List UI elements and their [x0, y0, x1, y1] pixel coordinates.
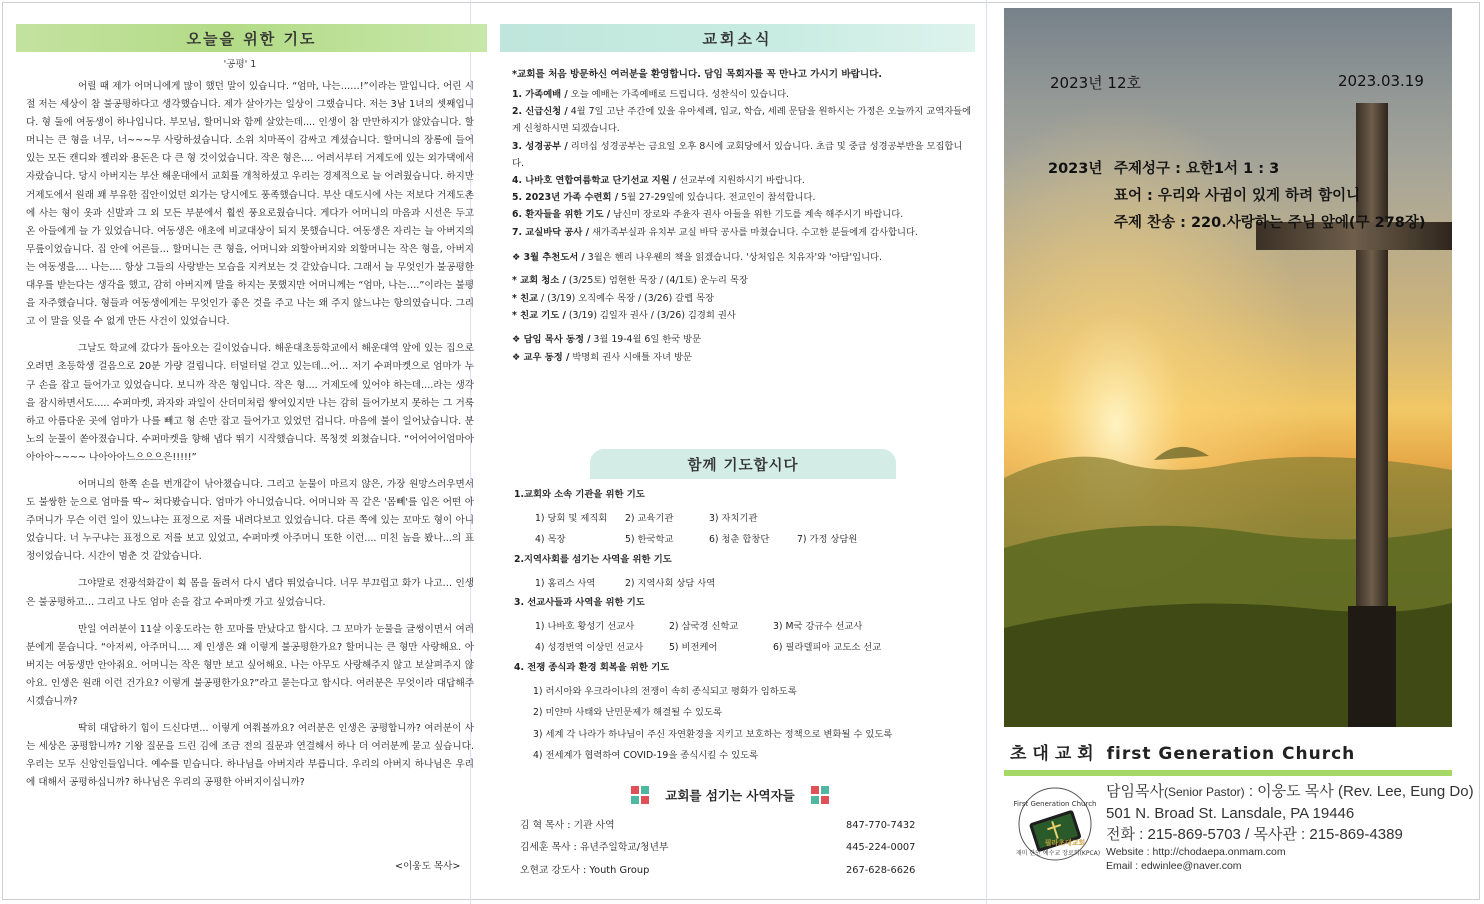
duty-item: * 교회 청소 / (3/25토) 엄현한 목장 / (4/1토) 운누리 목장: [512, 275, 748, 286]
prayer-row: [514, 636, 974, 658]
servant-phone: 847-770-7432: [846, 820, 916, 831]
senior-pastor: [1106, 781, 1474, 803]
visit-item: ❖ 담임 목사 동정 / 3월 19-4월 6일 한국 방문: [512, 334, 702, 345]
prayer-item: 3) 자치기관: [709, 512, 758, 524]
book-text: 3월은 헨리 나우웬의 책을 읽겠습니다. '상처입은 치유자'와 '아담'입니다.: [584, 252, 882, 263]
tile-icon: [811, 786, 829, 804]
servants-title: 교회를 섬기는 사역자들: [665, 788, 795, 803]
prayer-row: [514, 614, 974, 636]
tile-square: [631, 796, 639, 804]
prayer-section-peace: [514, 659, 974, 765]
theme-verse: 주제성구 : 요한1서 1 : 3: [1114, 161, 1280, 177]
prayer-item: 4) 전세계가 협력하여 COVID-19을 종식시킬 수 있도록: [533, 750, 759, 762]
church-email[interactable]: Email : edwinlee@naver.com: [1106, 860, 1242, 872]
cover-theme: [1048, 156, 1425, 237]
news-item: 1. 가족예배 / 오늘 예배는 가족예배로 드립니다. 성찬식이 있습니다.: [512, 89, 790, 100]
tile-square: [631, 786, 639, 794]
prayer-item: 2) 지역사회 상담 사역: [625, 577, 716, 589]
prayer-item: 6) 필라델피아 교도소 선교: [773, 642, 882, 654]
prayer-item: 6) 청춘 합창단: [709, 534, 770, 546]
tile-square: [641, 796, 649, 804]
church-logo: [1010, 782, 1100, 872]
tile-square: [811, 796, 819, 804]
logo-caption: 재미 한인 예수교 장로회(KPCA): [1015, 850, 1101, 857]
theme-year: 2023년: [1048, 161, 1103, 177]
prayer-section-title: 3. 선교사들과 사역을 위한 기도: [514, 597, 645, 608]
fold-guide-right: [986, 0, 987, 904]
news-item: 3. 성경공부 / 리더십 성경공부는 금요일 오후 8시에 교회당에서 있습니다. 초급 및 중급 성경공부반을 모집합니다.: [512, 140, 963, 169]
servant-phone: 267-628-6626: [846, 864, 916, 876]
news-item: 5. 2023년 가족 수련회 / 5월 27-29일에 있습니다. 전교인이 참석합니다.: [512, 192, 816, 204]
prayer-row: [514, 506, 974, 528]
news-item: 4. 나바호 연합여름학교 단기선교 지원 / 선교부에 지원하시기 바랍니다.: [512, 175, 805, 187]
prayer-paragraph: 그야말로 전광석화같이 획 몸을 돌려서 다시 냅다 뛰었습니다. 너무 부끄럽고 화가 나고… 인생은 불공평하고… 그리고 나도 엄마 손을 잡고 수퍼마켓 가고 싶었습니다.: [26, 578, 474, 608]
prayer-item: 1) 홈리스 사역: [535, 577, 596, 589]
prayer-item: 1) 당회 및 제직회: [535, 512, 608, 524]
prayer-item: 3) M국 강규수 선교사: [773, 620, 863, 632]
news-title: 교회소식: [500, 24, 975, 52]
church-address: 501 N. Broad St. Lansdale, PA 19446: [1106, 805, 1355, 822]
prayer-item: 1) 나바호 황성기 선교사: [535, 620, 635, 632]
prayer-item: 1) 러시아와 우크라이나의 전쟁이 속히 종식되고 평화가 임하도록: [533, 685, 797, 697]
contact-info: [1106, 781, 1474, 873]
prayer-section-community: [514, 551, 974, 593]
servants-list: [520, 815, 920, 882]
duty-item: * 친교 / (3/19) 오직예수 목장 / (3/26) 갈렙 목장: [512, 292, 715, 304]
logo-text-book: 필라초대교회: [1044, 839, 1086, 847]
tile-square: [811, 786, 819, 794]
prayer-item: 5) 한국학교: [625, 534, 674, 546]
news-item: 2. 신급신청 / 4월 7일 고난 주간에 있을 유아세례, 입교, 학습, 세례 문답을 원하시는 가정은 오늘까지 교역자들에게 신청하시면 되겠습니다.: [512, 106, 972, 135]
prayer-section-missions: [514, 594, 974, 657]
prayer-signature: <이웅도 목사>: [395, 861, 461, 872]
duty-list: [512, 272, 972, 325]
prayer-section-church: [514, 486, 974, 549]
servant-phone: 445-224-0007: [846, 842, 916, 854]
prayer-column-title: 오늘을 위한 기도: [16, 24, 487, 52]
visit-item: ❖ 교우 동정 / 박명희 권사 시애틀 자녀 방문: [512, 351, 692, 363]
prayer-section-title: 4. 전쟁 종식과 환경 회복을 위한 기도: [514, 662, 670, 673]
servant-name: 김 혁 목사 : 기관 사역: [520, 820, 615, 831]
book-label: ❖ 3월 추천도서 /: [512, 252, 585, 263]
servants-header: [620, 784, 840, 806]
issue-number: 2023년 12호: [1050, 74, 1142, 92]
logo-text-top: First Generation Church: [1013, 800, 1097, 808]
church-phone: 전화 : 215-869-5703 / 목사관 : 215-869-4389: [1106, 826, 1403, 843]
theme-motto: 표어 : 우리와 사귐이 있게 하려 함이니: [1114, 188, 1361, 204]
tile-square: [821, 786, 829, 794]
prayer-paragraph: 어머니의 한쪽 손을 번개같이 낚아챘습니다. 그리고 눈물이 마르지 않은, 가장 원망스러우면서도 불쌍한 눈으로 엄마를 딱~ 쳐다봤습니다. 엄마가 아니었습니다. 어머니와 꼭 같은 '몸뻬'를 입은 어떤 아주머니가 무슨 이런 일이 있느냐는 표정으로 저를 내려다보고 있었습니다. 다른 쪽에 있는 꼬마도 형이 아니었습니다. 너 누구냐는 표정으로 저를 보고 있었고, 수퍼마켓 아주머니 또한 이런.... 미친 놈을 봤나...의 표정이었습니다. 시간이 멈춘 것 같았습니다.: [26, 478, 474, 563]
prayer-section-title: 2.지역사회를 섬기는 사역을 위한 기도: [514, 554, 672, 565]
news-welcome: *교회를 처음 방문하신 여러분을 환영합니다. 담임 목회자를 꼭 만나고 가시기 바랍니다.: [512, 69, 883, 80]
servant-name: 오현교 강도사 : Youth Group: [520, 864, 650, 876]
church-website[interactable]: Website : http://chodaepa.onmam.com: [1106, 846, 1286, 858]
pray-together-title: 함께 기도합시다: [590, 449, 896, 479]
church-name-english: first Generation Church: [1106, 744, 1356, 764]
church-name: [1010, 739, 1355, 764]
prayer-item: 4) 목장: [535, 534, 566, 546]
tile-square: [821, 796, 829, 804]
prayer-paragraph: 그날도 학교에 갔다가 돌아오는 길이었습니다. 해운대초등학교에서 해운대역 앞에 있는 집으로 오려면 초등학생 걸음으로 20분 가량 걸립니다. 터덜터덜 걷고 있는데...어... 저기 수퍼마켓으로 엄마가 누구 손을 잡고 들어가고 있었습니다. 보니까 작은 형입니다. 작은 형.... 거제도에 있어야 하는데....라는 생각을 잠시하면서도..... 수퍼마켓, 과자와 과일이 산더미처럼 쌓여있지만 나는 감히 들어가보지 못하는 그 거룩하고 아름다운 곳에 엄마가 나를 빼고 형 손만 잡고 들어가고 있었던 겁니다. 마음에 불이 일어났습니다. 분노의 눈물이 쏟아졌습니다. 수퍼마켓을 향해 냅다 뛰기 시작했습니다. 목청껏 외쳤습니다. “어어어어엄마아아아아~~~~ 나아아아느으으으은!!!!!”: [26, 343, 474, 463]
prayer-paragraph: 어릴 때 제가 어머니에게 많이 했던 말이 있습니다. “엄마, 나는……!”이라는 말입니다. 어린 시절 저는 세상이 참 불공평하다고 생각했습니다. 제가 살아가는 일상이 그랬습니다. 저는 3남 1녀의 셋째입니다. 형 둘에 여동생이 하나입니다. 부모님, 할머니와 함께 살았는데.... 인생이 참 만만하지가 않았습니다. 할머니는 큰 형을 너무, 너~~~무 사랑하셨습니다. 소위 치마폭이 감싸고 계셨습니다. 할머니의 장롱에 들어있는 모든 캔디와 젤리와 용돈은 다 큰 형 것이었습니다. 작은 형은.... 어려서부터 거제도에 있는 외가댁에서 자랐습니다. 당시 아버지는 부산 해운대에서 교회를 개척하셨고 우리는 경제적으로 늘 어려웠습니다. 하지만 거제도에서 원래 꽤 부유한 집안이었던 외가는 당시에도 풍족했습니다. 부산 대도시에 사는 저보다 거제도촌에 사는 형이 옷과 신발과 그 외 모든 부분에서 훨씬 풍요로웠습니다. 게다가 어머니의 마음과 시선은 두고 온 아들에게 늘 가 있었습니다. 여동생은 애초에 비교대상이 되지 못했습니다. 여동생은 자리는 늘 아버지의 무릎이었습니다. 집 안에 어른들… 할머니는 큰 형을, 어머니와 외할아버지와 외할머니는 작은 형을, 아버지는 여동생을.... 나는.... 항상 그들의 사랑받는 모습을 지켜보는 것 같았습니다. 그래서 늘 무엇인가 불공평한 대우를 받는다는 생각을 했고, 감히 아버지께 말을 하지는 못했지만 어머니께는 “엄마, 나는….”이라는 불평을 자주했습니다. 형들과 여동생에게는 무엇인가 좋은 것을 주고 나는 왜 주지 않느냐는 항의였습니다. 그리고 이 말을 잊을 수 없게 만든 사건이 있었습니다.: [26, 81, 474, 328]
prayer-paragraph: 딱히 대답하기 힘이 드신다면... 이렇게 여쭤볼까요? 여러분은 인생은 공평합니까? 여러분이 사는 세상은 공평합니까? 기왕 질문을 드린 김에 조금 전의 질문과 연결해서 하나 더 여러분께 묻고 싶습니다. 우리는 모두 신앙인들입니다. 예수를 믿습니다. 하나님을 아버지라 부릅니다. 우리의 아버지 하나님은 우리에 대해서 공평하십니까? 하나님은 우리의 공평한 아버지이십니까?: [26, 723, 474, 789]
church-name-korean: 초대교회: [1010, 744, 1100, 764]
pastor-title-en: (Senior Pastor): [1163, 785, 1245, 799]
visit-list: [512, 331, 972, 366]
duty-item: * 친교 기도 / (3/19) 김일자 권사 / (3/26) 김경희 권사: [512, 310, 736, 322]
prayer-section-title: 1.교회와 소속 기관을 위한 기도: [514, 489, 645, 500]
prayer-item: 5) 비전케어: [669, 642, 718, 654]
cover-image: [1004, 8, 1452, 727]
prayer-row: [514, 571, 974, 593]
accent-divider: [1004, 770, 1452, 776]
cross-landscape-illustration: [1004, 8, 1452, 727]
prayer-body: [26, 78, 474, 801]
prayer-item: 2) 삼국경 신학교: [669, 620, 739, 632]
prayer-item: 7) 가정 상담원: [797, 534, 858, 546]
servant-row: [520, 860, 920, 882]
tile-icon: [631, 786, 649, 804]
theme-hymn: 주제 찬송 : 220.사랑하는 주님 앞에(구 278장): [1114, 215, 1426, 231]
pastor-name: : 이웅도 목사 (Rev. Lee, Eung Do): [1244, 783, 1474, 800]
prayer-row: [514, 528, 974, 550]
prayer-item: 2) 교육기관: [625, 512, 674, 524]
prayer-subtitle: '공평' 1: [223, 59, 257, 70]
servant-row: [520, 837, 920, 859]
prayer-paragraph: 만일 여러분이 11살 이웅도라는 한 꼬마를 만났다고 합시다. 그 꼬마가 눈물을 글썽이면서 여러분에게 묻습니다. “아저씨, 아주머니.... 제 인생은 왜 이렇게 불공평한가요? 할머니는 큰 형만 사랑해요. 아버지는 여동생만 안아줘요. 어머니는 작은 형만 보고 싶어해요. 나는 아무도 사랑해주지 않고 보살펴주지 않아요. 인생은 원래 이런 건가요? 이렇게 불공평한가요?”라고 묻는다고 합시다. 여러분은 무엇이라 대답해주시겠습니까?: [26, 623, 474, 707]
news-item: 7. 교실바닥 공사 / 새가족부실과 유치부 교실 바닥 공사를 마쳤습니다. 수고한 분들에게 감사합니다.: [512, 226, 918, 238]
tile-square: [641, 786, 649, 794]
pastor-label: 담임목사: [1106, 783, 1164, 800]
recommended-book: [512, 249, 972, 266]
prayer-item: 2) 미얀마 사태와 난민문제가 해결될 수 있도록: [533, 707, 722, 719]
prayer-item: 4) 성경번역 이상민 선교사: [535, 642, 644, 654]
servant-row: [520, 815, 920, 837]
servant-name: 김세훈 목사 : 유년주일학교/청년부: [520, 842, 669, 854]
news-item: 6. 환자들을 위한 기도 / 남신미 장로와 주윤자 권사 아들을 위한 기도를 계속 해주시기 바랍니다.: [512, 209, 904, 221]
news-list: [512, 86, 972, 241]
issue-date: 2023.03.19: [1338, 72, 1424, 90]
prayer-item: 3) 세계 각 나라가 하나님이 주신 자연환경을 지키고 보호하는 정책으로 변화될 수 있도록: [533, 728, 893, 740]
